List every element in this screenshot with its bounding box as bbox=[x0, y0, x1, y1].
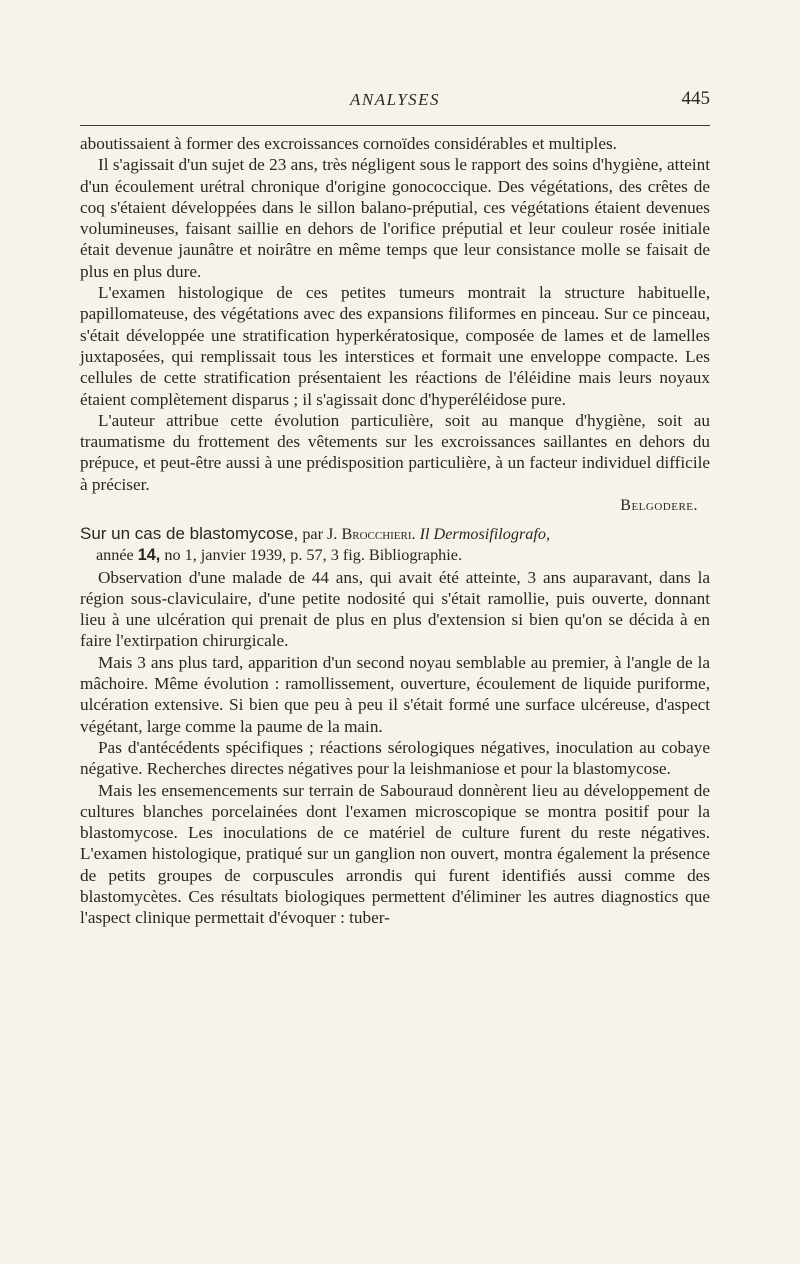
header-rule bbox=[80, 125, 710, 126]
paragraph: L'examen histologique de ces petites tumeurs montrait la structure habituelle, papillomateuse, des végétations avec des expansions filiformes en pinceau. Sur ce pinceau, s'était développée une stratification hyperkératosique, composée de lames et de lamelles juxtaposées, qui remplissait tous les interstices et formait une enveloppe compacte. Les cellules de cette stratification présentaient les réactions de l'éléidine mais leurs noyaux étaient complètement disparus ; il s'agissait donc d'hyperéléidose pure. bbox=[80, 283, 710, 409]
page-body bbox=[80, 133, 710, 929]
reviewer-signature: Belgodere. bbox=[620, 497, 698, 515]
paragraph: Observation d'une malade de 44 ans, qui avait été atteinte, 3 ans auparavant, dans la région sous-claviculaire, d'une petite nodosité qui s'était ramollie, puis ouverte, donnant lieu à une ulcération qui prenait de plus en plus d'extension si bien qu'on se décida à en faire l'extirpation chirurgicale. bbox=[80, 567, 710, 651]
paragraph: Mais 3 ans plus tard, apparition d'un second noyau semblable au premier, à l'angle de la mâchoire. Même évolution : ramollissement, ouverture, écoulement de liquide puriforme, ulcération extensive. Si bien que peu à peu il s'était formé une surface ulcéreuse, d'aspect végétant, large comme la paume de la main. bbox=[80, 652, 710, 736]
article-title: Sur un cas de blastomycose, bbox=[80, 523, 299, 543]
page-header bbox=[80, 88, 710, 116]
article-details: no 1, janvier 1939, p. 57, 3 fig. Bibliographie. bbox=[160, 546, 462, 565]
paragraph: Il s'agissait d'un sujet de 23 ans, très négligent sous le rapport des soins d'hygiène, atteint d'un écoulement urétral chronique d'origine gonococcique. Des végétations, des crêtes de coq s'étaient développées dans le sillon balano-préputial, ces végétations étaient devenues volumineuses, faisant saillie en dehors de l'orifice préputial et leur couleur rosée initiale était devenue jaunâtre et noirâtre en même temps que leur consistance molle se faisait de plus en plus dure. bbox=[80, 155, 710, 281]
running-head: ANALYSES bbox=[349, 90, 441, 109]
article-author: Brocchieri. bbox=[341, 524, 416, 543]
paragraph: Mais les ensemencements sur terrain de Sabouraud donnèrent lieu au développement de cultures blanches porcelainées dont l'examen microscopique se montra positif pour la blastomycose. Les inoculations de ce matériel de culture furent du reste négatives. L'examen histologique, pratiqué sur un ganglion non ouvert, montra également la présence de petits groupes de corpuscules arrondis qui furent identifiés aussi comme des blastomycètes. Ces résultats biologiques permettent d'éliminer les autres diagnostics que l'aspect clinique permettait d'évoquer : tuber- bbox=[80, 780, 710, 928]
paragraph: Pas d'antécédents spécifiques ; réactions sérologiques négatives, inoculation au cobaye négative. Recherches directes négatives pour la leishmaniose et pour la blastomycose. bbox=[80, 737, 710, 779]
paragraph: L'auteur attribue cette évolution particulière, soit au manque d'hygiène, soit au traumatisme du frottement des vêtements sur les excroissances saillantes en dehors du prépuce, et peut-être aussi à une prédisposition particulière, à un facteur individuel difficile à préciser. bbox=[80, 410, 710, 494]
paragraph-continued: aboutissaient à former des excroissances cornoïdes considérables et multiples. bbox=[80, 134, 617, 153]
article-by: par J. bbox=[298, 524, 342, 543]
article-journal: Il Dermosifilografo, bbox=[415, 524, 551, 543]
article-reference bbox=[80, 523, 710, 567]
page-number: 445 bbox=[681, 88, 710, 109]
article-volume: 14, bbox=[137, 546, 161, 565]
article-annee: année bbox=[96, 546, 138, 565]
